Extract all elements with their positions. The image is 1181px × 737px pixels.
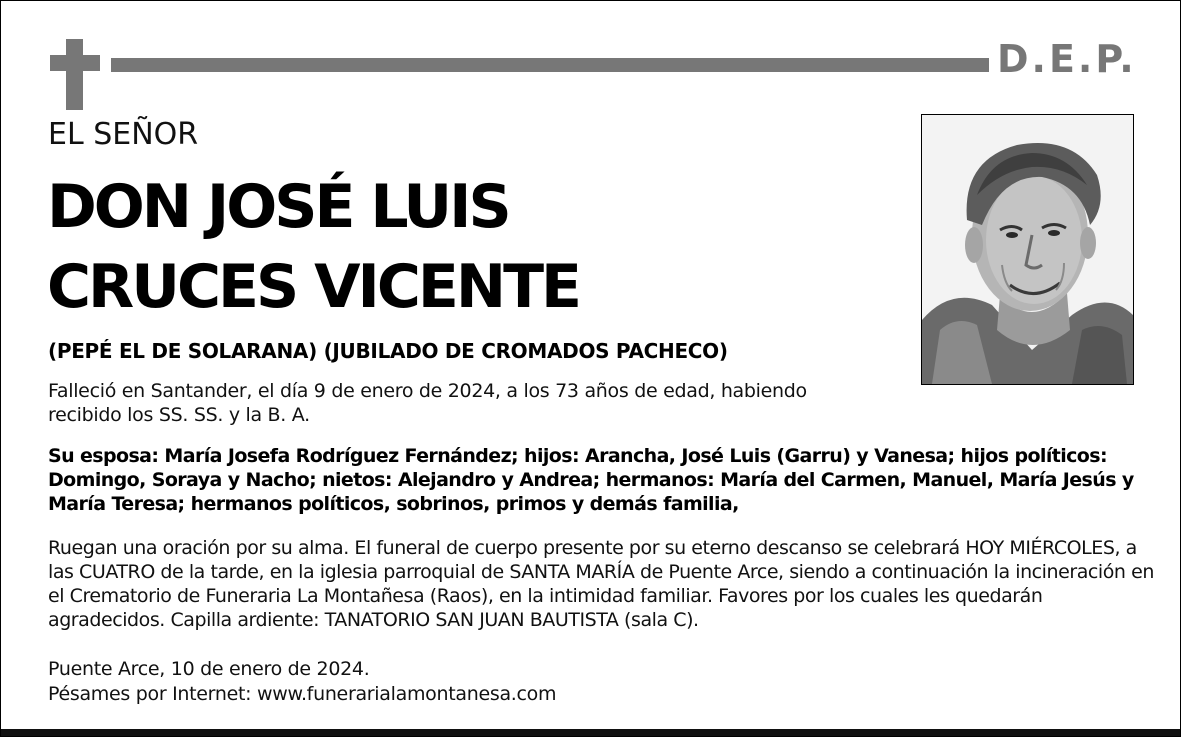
funeral-paragraph: Ruegan una oración por su alma. El funeral de cuerpo presente por su eterno descanso se celebrará HOY MIÉRCOLES, a las CUATRO de la tarde, en la iglesia parroquial de SANTA MARÍA de Puente Arce, siendo a continuación la incineración en el Crematorio de Funeraria La Montañesa (Raos), en la intimidad familiar. Favores por los cuales les quedarán agradecidos. Capilla ardiente: TANATORIO SAN JUAN BAUTISTA (sala C).: [48, 537, 1154, 631]
treatment-label: EL SEÑOR: [48, 117, 199, 152]
death-notice-paragraph: Falleció en Santander, el día 9 de enero de 2024, a los 73 años de edad, habiendo recibido los SS. SS. y la B. A.: [48, 380, 807, 426]
portrait-photo: [921, 114, 1134, 385]
nickname-line: (PEPÉ EL DE SOLARANA) (JUBILADO DE CROMADOS PACHECO): [48, 339, 728, 363]
dep-label: D.E.P.: [997, 37, 1137, 81]
name-line-2: CRUCES VICENTE: [47, 252, 579, 322]
condolences-web-line: Pésames por Internet: www.funerarialamontanesa.com: [48, 683, 557, 705]
deceased-name: [47, 167, 579, 327]
cross-icon: [50, 39, 100, 110]
header-rule: [111, 58, 989, 72]
name-line-1: DON JOSÉ LUIS: [47, 172, 509, 242]
place-date-line: Puente Arce, 10 de enero de 2024.: [48, 658, 370, 680]
family-paragraph: Su esposa: María Josefa Rodríguez Fernández; hijos: Arancha, José Luis (Garru) y Vanesa; hijos políticos: Domingo, Soraya y Nacho; nietos: Alejandro y Andrea; hermanos: María del Carmen, Manuel, María Jesús y María Teresa; hermanos políticos, sobrinos, primos y demás familia,: [48, 445, 1134, 515]
bottom-border: [1, 729, 1180, 736]
